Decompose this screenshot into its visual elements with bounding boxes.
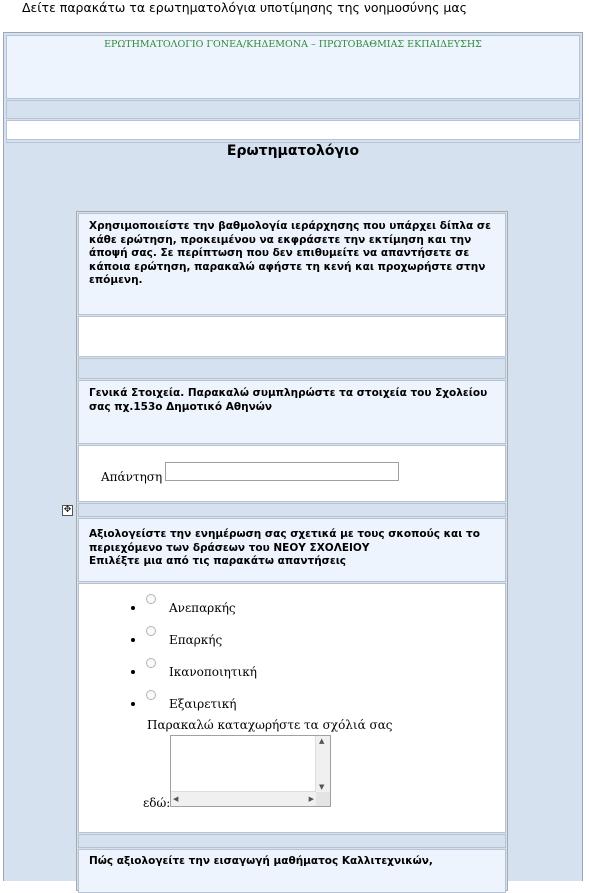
question-2-line-1: Αξιολογείστε την ενημέρωση σας σχετικά με τους σκοπούς και το περιεχόμενο των δράσεων του ΝΕΟΥ ΣΧΟΛΕΙΟΥ (89, 528, 480, 554)
instructions-cell (78, 213, 506, 315)
spacer-band-white (6, 120, 580, 140)
comments-label: Παρακαλώ καταχωρήστε τα σχόλιά σας (147, 718, 393, 732)
bullet-icon (131, 702, 135, 706)
question-3-cell (78, 849, 506, 893)
bullet-icon (131, 670, 135, 674)
scroll-right-icon[interactable]: ▶ (308, 795, 314, 803)
radio-button[interactable] (146, 594, 156, 604)
questionnaire-form (3, 32, 583, 881)
section-title: Ερωτηματολόγιο (226, 143, 360, 159)
answer-label: Απάντηση (101, 470, 163, 484)
question-2-line-2: Επιλέξτε μια από τις παρακάτω απαντήσεις (89, 555, 347, 567)
page-heading: Δείτε παρακάτω τα ερωτηματολόγια υποτίμησης της νοημοσύνης μας (22, 0, 467, 15)
bullet-icon (131, 638, 135, 642)
questions-table (76, 211, 508, 891)
option-label: Εξαιρετική (169, 697, 237, 711)
separator-row (78, 834, 506, 848)
radio-button[interactable] (146, 658, 156, 668)
question-2-answer-cell (78, 583, 506, 833)
question-1-cell (78, 380, 506, 444)
scroll-down-icon[interactable]: ▼ (319, 783, 325, 791)
banner-title: ΕΡΩΤΗΜΑΤΟΛΟΓΙΟ ΓΟΝΕΑ/ΚΗΔΕΜΟΝΑ – ΠΡΩΤΟΒΑΘΜΙΑΣ ΕΚΠΑΙΔΕΥΣΗΣ (104, 39, 482, 50)
instructions-text: Χρησιμοποιείστε την βαθμολογία ιεράρχησης που υπάρχει δίπλα σε κάθε ερώτηση, προκειμένου να εκφράσετε την εκτίμηση και την άποψή σας. Σε περίπτωση που δεν επιθυμείτε να απαντήσετε σε κάποια ερώτηση, παρακαλώ αφήστε τη κενή και προχωρήστε στην επόμενη. (89, 220, 491, 286)
option-label: Επαρκής (169, 633, 223, 647)
answer-input[interactable] (165, 462, 399, 481)
question-2-text (79, 519, 505, 569)
scroll-up-icon[interactable]: ▲ (319, 737, 325, 745)
spacer-band (6, 100, 580, 119)
move-handle-icon[interactable]: ✥ (63, 505, 72, 515)
question-1-answer-cell (78, 445, 506, 502)
scrollbar-corner (316, 792, 330, 806)
option-label: Ανεπαρκής (169, 601, 236, 615)
radio-button[interactable] (146, 690, 156, 700)
separator-row (78, 503, 506, 517)
bullet-icon (131, 606, 135, 610)
comments-suffix: εδώ: (143, 796, 171, 810)
option-label: Ικανοποιητική (169, 665, 257, 679)
scroll-left-icon[interactable]: ◀ (173, 795, 179, 803)
vertical-scrollbar[interactable] (315, 736, 330, 792)
separator-row (78, 358, 506, 379)
form-banner (6, 35, 580, 99)
comments-textarea[interactable] (170, 735, 331, 807)
question-1-text: Γενικά Στοιχεία. Παρακαλώ συμπληρώστε τα στοιχεία του Σχολείου σας πχ.153ο Δημοτικό Αθηνών (89, 387, 488, 413)
horizontal-scrollbar[interactable] (171, 791, 316, 806)
empty-row (78, 316, 506, 357)
question-2-cell (78, 518, 506, 582)
question-3-text: Πώς αξιολογείτε την εισαγωγή μαθήματος Καλλιτεχνικών, (89, 855, 433, 867)
radio-button[interactable] (146, 626, 156, 636)
